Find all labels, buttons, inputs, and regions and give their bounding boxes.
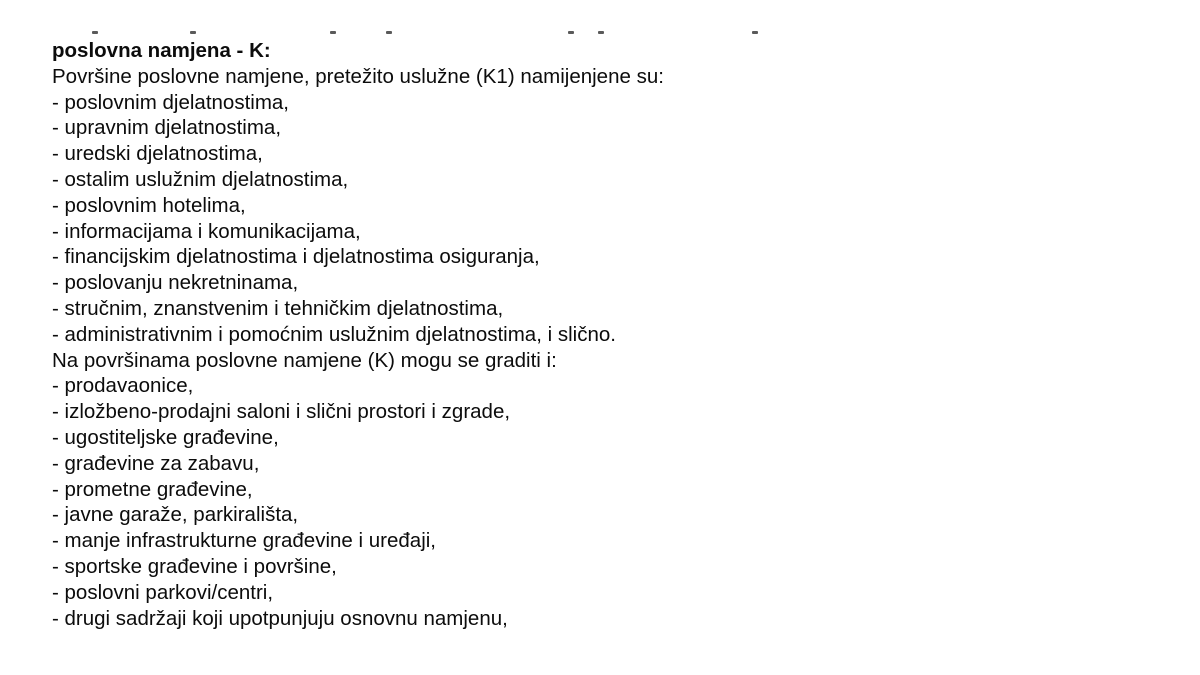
- section-heading: poslovna namjena - K:: [52, 39, 271, 62]
- section1-intro: Površine poslovne namjene, pretežito uslužne (K1) namijenjene su:: [52, 64, 664, 88]
- section2-intro: Na površinama poslovne namjene (K) mogu se graditi i:: [52, 348, 557, 372]
- list-item: - prodavaonice,: [52, 374, 194, 398]
- list-item: - sportske građevine i površine,: [52, 554, 337, 578]
- list-item: - uredski djelatnostima,: [52, 142, 263, 166]
- list-item: - poslovnim djelatnostima,: [52, 90, 289, 114]
- list-item: - administrativnim i pomoćnim uslužnim djelatnostima, i slično.: [52, 322, 616, 346]
- list-item: - manje infrastrukturne građevine i uređaji,: [52, 529, 436, 553]
- list-item: - financijskim djelatnostima i djelatnostima osiguranja,: [52, 245, 540, 269]
- document-page: [52, 38, 1152, 631]
- section1-list: [52, 90, 1152, 348]
- list-item: - drugi sadržaji koji upotpunjuju osnovnu namjenu,: [52, 606, 508, 630]
- list-item: - ostalim uslužnim djelatnostima,: [52, 167, 349, 191]
- list-item: - prometne građevine,: [52, 477, 253, 501]
- list-item: - poslovni parkovi/centri,: [52, 580, 274, 604]
- section2-list: [52, 373, 1152, 631]
- list-item: - građevine za zabavu,: [52, 451, 260, 475]
- list-item: - izložbeno-prodajni saloni i slični prostori i zgrade,: [52, 400, 511, 424]
- list-item: - ugostiteljske građevine,: [52, 425, 279, 449]
- list-item: - stručnim, znanstvenim i tehničkim djelatnostima,: [52, 296, 504, 320]
- list-item: - informacijama i komunikacijama,: [52, 219, 361, 243]
- list-item: - javne garaže, parkirališta,: [52, 503, 299, 527]
- list-item: - poslovanju nekretninama,: [52, 271, 299, 295]
- list-item: - upravnim djelatnostima,: [52, 116, 282, 140]
- list-item: - poslovnim hotelima,: [52, 193, 246, 217]
- cropped-previous-line: [52, 29, 762, 35]
